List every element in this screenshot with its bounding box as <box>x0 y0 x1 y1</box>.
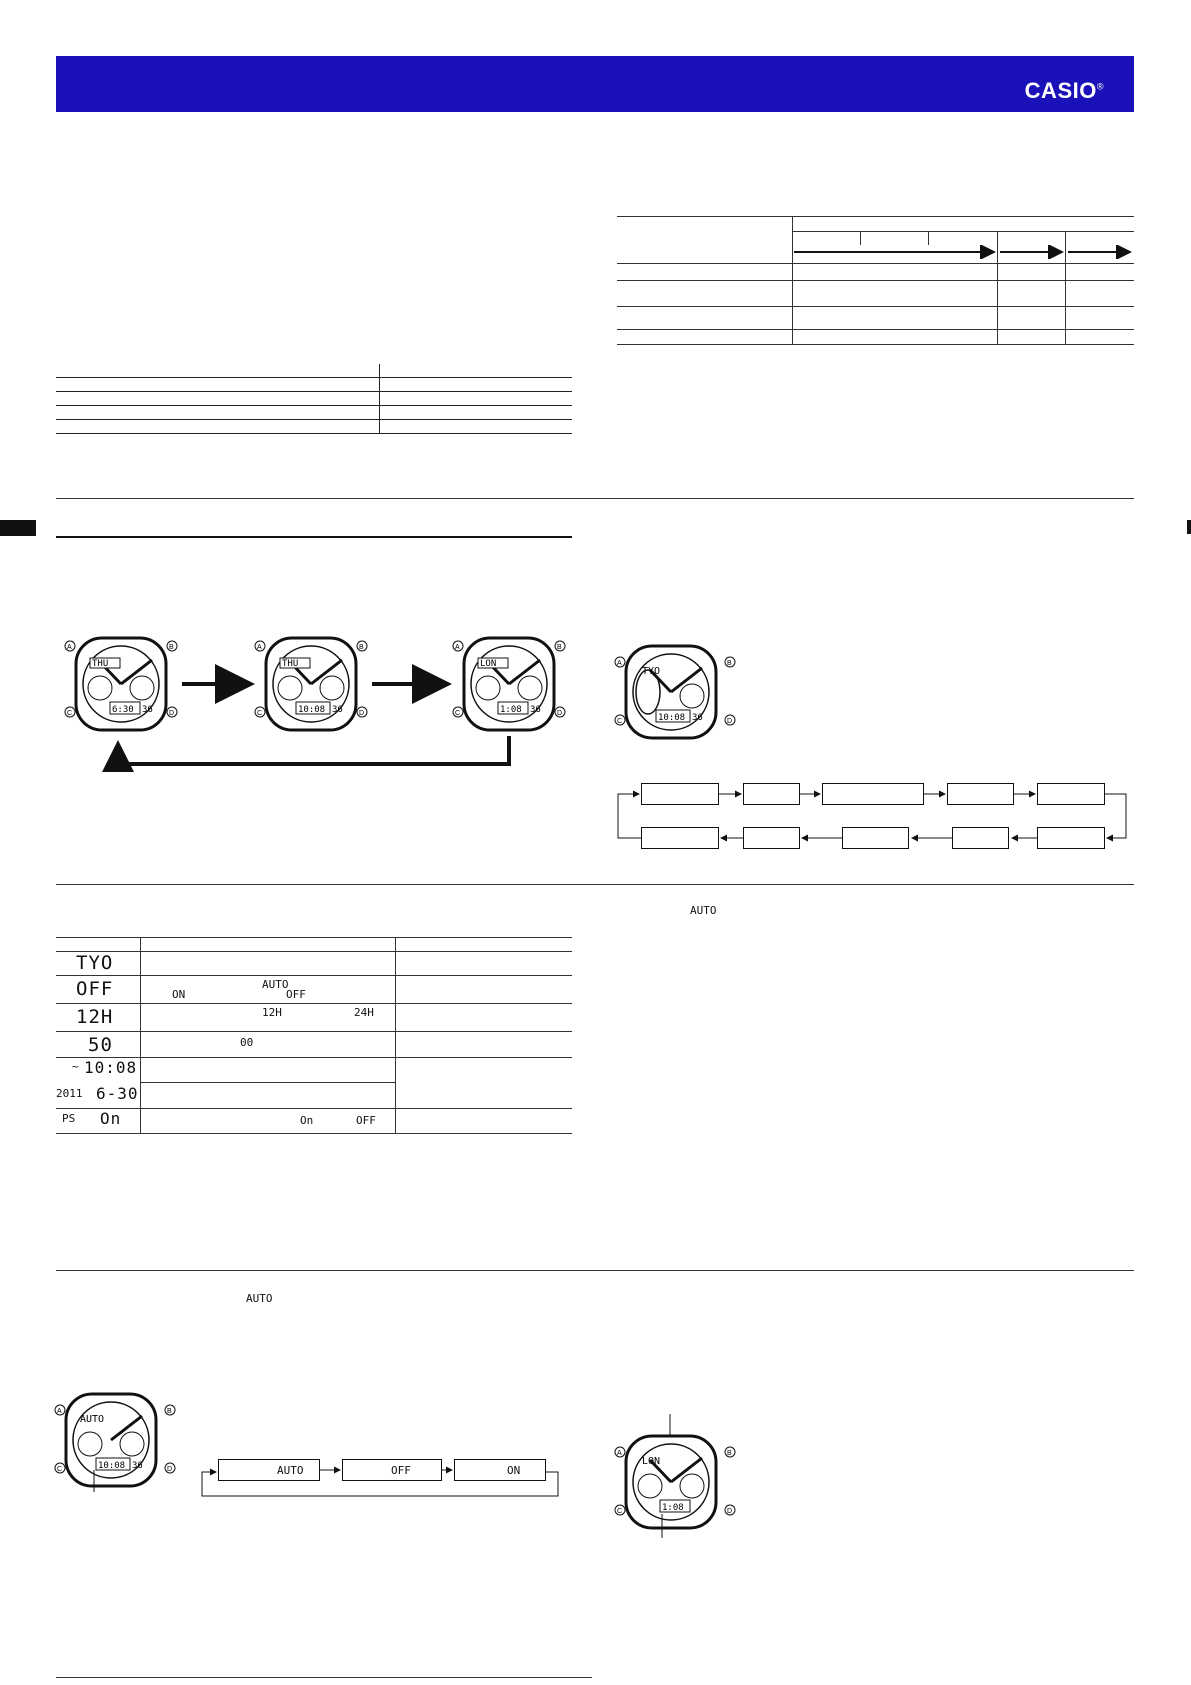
header-banner <box>56 56 1134 112</box>
svg-text:B: B <box>727 1450 732 1457</box>
registered-mark: ® <box>1096 81 1104 92</box>
svg-text:B: B <box>167 1408 172 1415</box>
row-date-lcd: 6-30 <box>96 1084 139 1103</box>
dst-off: OFF <box>391 1464 411 1477</box>
row-hour-opt-24: 24H <box>354 1006 374 1019</box>
watch-2-top: THU <box>282 659 299 669</box>
row-seconds-opt-00: 00 <box>240 1036 254 1049</box>
row-city-lcd: TYO <box>76 952 114 974</box>
btn-b-label: B <box>169 644 174 651</box>
row-seconds-lcd: 50 <box>88 1034 113 1056</box>
watch-3-bottom: 1:08 <box>500 705 522 715</box>
btn-b-label: B <box>557 644 562 651</box>
row-hour-lcd: 12H <box>76 1006 114 1028</box>
section-divider-2 <box>56 884 1134 885</box>
watch-3-sub: 36 <box>530 705 541 715</box>
btn-c-label: C <box>257 710 263 717</box>
row-time-prefix: ~ <box>72 1060 79 1073</box>
row-time-lcd: 10:08 <box>84 1058 138 1077</box>
row-dst-lcd: OFF <box>76 978 114 1000</box>
svg-text:A: A <box>617 1450 622 1457</box>
svg-text:A: A <box>617 660 622 667</box>
svg-text:C: C <box>617 718 623 725</box>
watch-6 <box>612 1410 742 1540</box>
watch-5 <box>52 1388 182 1498</box>
btn-d-label: D <box>557 710 563 717</box>
watch-3-top: LON <box>480 659 497 669</box>
row-dst-opt-on: ON <box>172 988 186 1001</box>
casio-logo <box>1025 78 1104 104</box>
inline-auto-bottom: AUTO <box>246 1292 273 1305</box>
btn-a-label: A <box>67 644 72 651</box>
dst-on: ON <box>507 1464 521 1477</box>
btn-b-label: B <box>359 644 364 651</box>
row-date-year: 2011 <box>56 1087 83 1100</box>
row-dst-opt-off: OFF <box>286 988 306 1001</box>
svg-text:D: D <box>727 718 733 725</box>
btn-a-label: A <box>257 644 262 651</box>
svg-text:C: C <box>617 1508 623 1515</box>
row-ps-lcd: On <box>100 1109 122 1128</box>
watch-6-bottom: 1:08 <box>662 1503 684 1513</box>
mode-cycle-diagram <box>52 632 582 772</box>
row-hour-opt-12: 12H <box>262 1006 282 1019</box>
brand-name: CASIO <box>1024 78 1097 103</box>
dst-auto: AUTO <box>277 1464 304 1477</box>
svg-text:B: B <box>727 660 732 667</box>
row-ps-prefix: PS <box>62 1112 76 1125</box>
section-divider-3 <box>56 1270 1134 1271</box>
watch-5-top: AUTO <box>80 1414 105 1425</box>
btn-d-label: D <box>359 710 365 717</box>
watch-5-bottom: 10:08 <box>98 1461 126 1471</box>
btn-c-label: C <box>455 710 461 717</box>
watch-4-sub: 36 <box>692 713 703 723</box>
footer-line <box>56 1677 592 1678</box>
section-underline-1 <box>56 536 572 538</box>
svg-text:D: D <box>727 1508 733 1515</box>
section-divider-1 <box>56 498 1134 499</box>
watch-2-bottom: 10:08 <box>298 705 326 715</box>
side-tab-left <box>0 520 36 536</box>
btn-a-label: A <box>455 644 460 651</box>
watch-1 <box>65 638 177 730</box>
row-ps-opt-off: OFF <box>356 1114 376 1127</box>
inline-auto-right: AUTO <box>690 904 717 917</box>
svg-text:D: D <box>167 1466 173 1473</box>
watch-2 <box>255 638 367 730</box>
watch-4-bottom: 10:08 <box>658 713 686 723</box>
row-dst-opt-auto: AUTO <box>262 978 289 991</box>
svg-text:A: A <box>57 1408 62 1415</box>
arrows-row <box>790 245 1136 259</box>
watch-1-sub: 36 <box>142 705 153 715</box>
watch-1-top: THU <box>92 659 109 669</box>
top-left-table <box>56 364 572 434</box>
watch-3 <box>453 638 565 730</box>
watch-6-top: LON <box>642 1456 661 1467</box>
watch-2-sub: 36 <box>332 705 343 715</box>
watch-5-sub: 36 <box>132 1461 143 1471</box>
svg-text:C: C <box>57 1466 63 1473</box>
row-ps-opt-on: On <box>300 1114 314 1127</box>
side-tab-right <box>1187 520 1191 534</box>
watch-1-bottom: 6:30 <box>112 705 134 715</box>
watch-4 <box>612 640 742 750</box>
btn-d-label: D <box>169 710 175 717</box>
watch-4-top: TYO <box>642 666 661 677</box>
btn-c-label: C <box>67 710 73 717</box>
